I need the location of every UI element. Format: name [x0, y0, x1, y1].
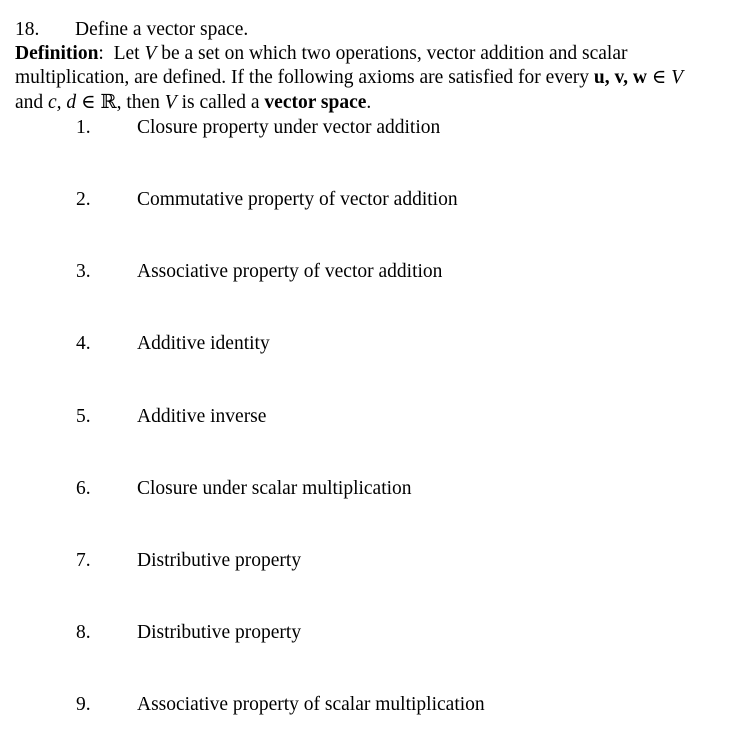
axiom-item — [0, 260, 752, 288]
axiom-number: 1. — [76, 117, 91, 138]
definition-label: Definition — [15, 43, 99, 64]
definition-let: Let — [113, 43, 140, 64]
definition-line-1 — [15, 42, 627, 66]
definition-period: . — [366, 92, 372, 113]
axiom-name: Distributive property — [137, 550, 302, 571]
axiom-number: 6. — [76, 478, 91, 499]
definition-line-2 — [15, 66, 683, 90]
vector-symbols: u, v, w — [593, 67, 647, 88]
definition-called: is called a — [181, 92, 260, 113]
definition-text-1: be a set on which two operations, vector addition and scalar — [161, 43, 628, 64]
definition-colon: : — [98, 43, 104, 64]
question-number: 18. — [15, 19, 40, 40]
axiom-number: 8. — [76, 622, 91, 643]
axiom-number: 2. — [76, 189, 91, 210]
set-symbol: V — [144, 43, 157, 64]
axiom-item — [0, 405, 752, 433]
axiom-name: Closure under scalar multiplication — [137, 478, 412, 499]
question-prompt: Define a vector space. — [75, 19, 249, 40]
set-symbol-2: V — [671, 67, 684, 88]
axiom-item — [0, 188, 752, 216]
axiom-number: 5. — [76, 406, 91, 427]
element-of-symbol: ∈ — [651, 67, 667, 88]
axiom-number: 7. — [76, 550, 91, 571]
axiom-name: Additive identity — [137, 333, 270, 354]
axiom-item — [0, 116, 752, 144]
axiom-name: Associative property of scalar multiplication — [137, 694, 485, 715]
axiom-number: 3. — [76, 261, 91, 282]
definition-and: and — [15, 92, 44, 113]
real-numbers-clause: ∈ ℝ, then — [81, 92, 160, 113]
axiom-name: Associative property of vector addition — [137, 261, 443, 282]
axiom-name: Distributive property — [137, 622, 302, 643]
axiom-name: Commutative property of vector addition — [137, 189, 458, 210]
scalar-symbols: c, d — [48, 92, 77, 113]
axiom-number: 4. — [76, 333, 91, 354]
definition-line-3 — [15, 91, 371, 115]
defined-term: vector space — [264, 92, 367, 113]
axiom-item — [0, 332, 752, 360]
axiom-item — [0, 549, 752, 577]
axiom-name: Closure property under vector addition — [137, 117, 441, 138]
set-symbol-3: V — [164, 92, 177, 113]
axiom-name: Additive inverse — [137, 406, 267, 427]
axiom-item — [0, 621, 752, 649]
axiom-item — [0, 477, 752, 505]
axiom-item — [0, 693, 752, 721]
question-heading — [15, 18, 248, 42]
axiom-number: 9. — [76, 694, 91, 715]
definition-text-2: multiplication, are defined. If the following axioms are satisfied for every — [15, 67, 589, 88]
